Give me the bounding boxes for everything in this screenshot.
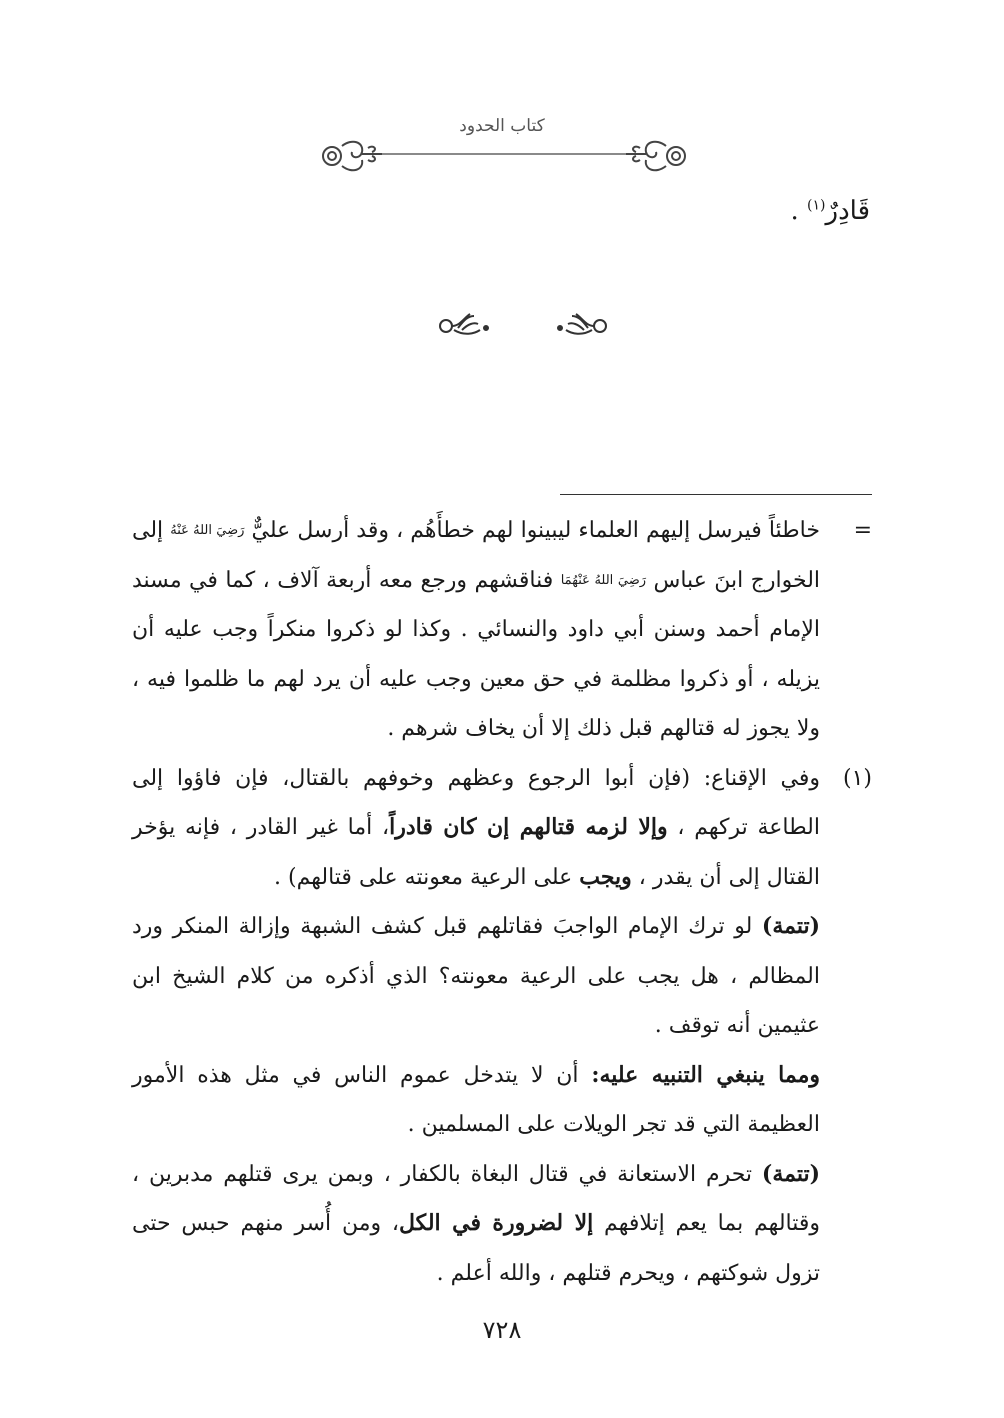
- bold-run: إلا لضرورة في الكل: [399, 1210, 594, 1236]
- footnote-1-paragraph-3: [132, 1051, 820, 1150]
- honorific-glyph: رَضِيَ اللهُ عَنْهُمَا: [560, 572, 647, 588]
- footnotes-section: [132, 506, 872, 1298]
- footnote-ref: (١): [807, 197, 826, 214]
- text-run: إلى الخوارج ابنَ عباس: [132, 518, 821, 593]
- main-text-period: .: [790, 196, 808, 226]
- text-run: خاطئاً فيرسل إليهم العلماء ليبينوا لهم خطأَهُم ، وقد أرسل عليٌّ: [244, 518, 820, 543]
- footnote-separator: [560, 494, 872, 495]
- continuation-marker: =: [853, 518, 872, 543]
- bold-run: (تتمة): [761, 1160, 820, 1187]
- bold-run: (تتمة): [761, 913, 820, 939]
- footnote-1-paragraph-2: [132, 902, 820, 1051]
- text-run: أن لا يتدخل عموم الناس في مثل هذه الأمور العظيمة التي قد تجر الويلات على المسلمين .: [132, 1062, 820, 1137]
- header-ornament-icon: [312, 132, 696, 176]
- text-run: ، ومن أُسر منهم حبس حتى تزول شوكتهم ، ويحرم قتلهم ، والله أعلم .: [132, 1211, 820, 1286]
- text-run: لو ترك الإمام الواجبَ فقاتلهم قبل كشف الشبهة وإزالة المنكر ورد المظالم ، هل يجب على الرعية معونته؟ الذي أذكره من كلام الشيخ ابن عثيمين أنه توقف .: [132, 914, 820, 1038]
- text-run: على الرعية معونته على قتالهم) .: [274, 864, 580, 890]
- footnote-number: (١): [842, 765, 872, 791]
- main-text-end: [791, 196, 870, 226]
- section-divider-ornament-icon: [434, 306, 612, 342]
- text-run: وفي الإقناع: (فإن أبوا الرجوع وعظهم وخوفهم بالقتال، فإن فاؤوا إلى الطاعة تركهم ،: [132, 765, 820, 840]
- footnote-1-paragraph-1: [132, 754, 820, 903]
- honorific-glyph: رَضِيَ اللهُ عَنْهُ: [170, 523, 245, 538]
- page-number: ٧٢٨: [482, 1316, 522, 1344]
- footnote-continued: [132, 506, 872, 754]
- bold-run: ويجب: [579, 863, 632, 890]
- running-header: [0, 112, 1004, 172]
- text-run: ، أما غير القادر ، فإنه يؤخر القتال إلى أن يقدر ،: [132, 815, 820, 890]
- bold-run: وإلا لزمه قتالهم إن كان قادراً: [389, 814, 668, 840]
- footnote-continued-paragraph: [132, 506, 820, 754]
- text-run: تحرم الاستعانة في قتال البغاة بالكفار ، وبمن يرى قتلهم مدبرين ، وقتالهم بما يعم إتلافهم: [132, 1161, 820, 1236]
- footnote-1-paragraph-4: [132, 1150, 820, 1299]
- footnote-1: [132, 754, 872, 1299]
- text-run: فناقشهم ورجع معه أربعة آلاف ، كما في مسند الإمام أحمد وسنن أبي داود والنسائي . وكذا لو ذكروا منكراً وجب عليه أن يزيله ، أو ذكروا مظلمة في حق معين وجب عليه أن يرد لهم ما ظلموا فيه ، ولا يجوز له قتالهم قبل ذلك إلا أن يخاف شرهم .: [132, 567, 820, 741]
- running-header-title: كتاب الحدود: [459, 116, 545, 136]
- main-text-word: قَادِرٌ: [825, 196, 870, 226]
- bold-run: ومما ينبغي التنبيه عليه:: [591, 1061, 820, 1088]
